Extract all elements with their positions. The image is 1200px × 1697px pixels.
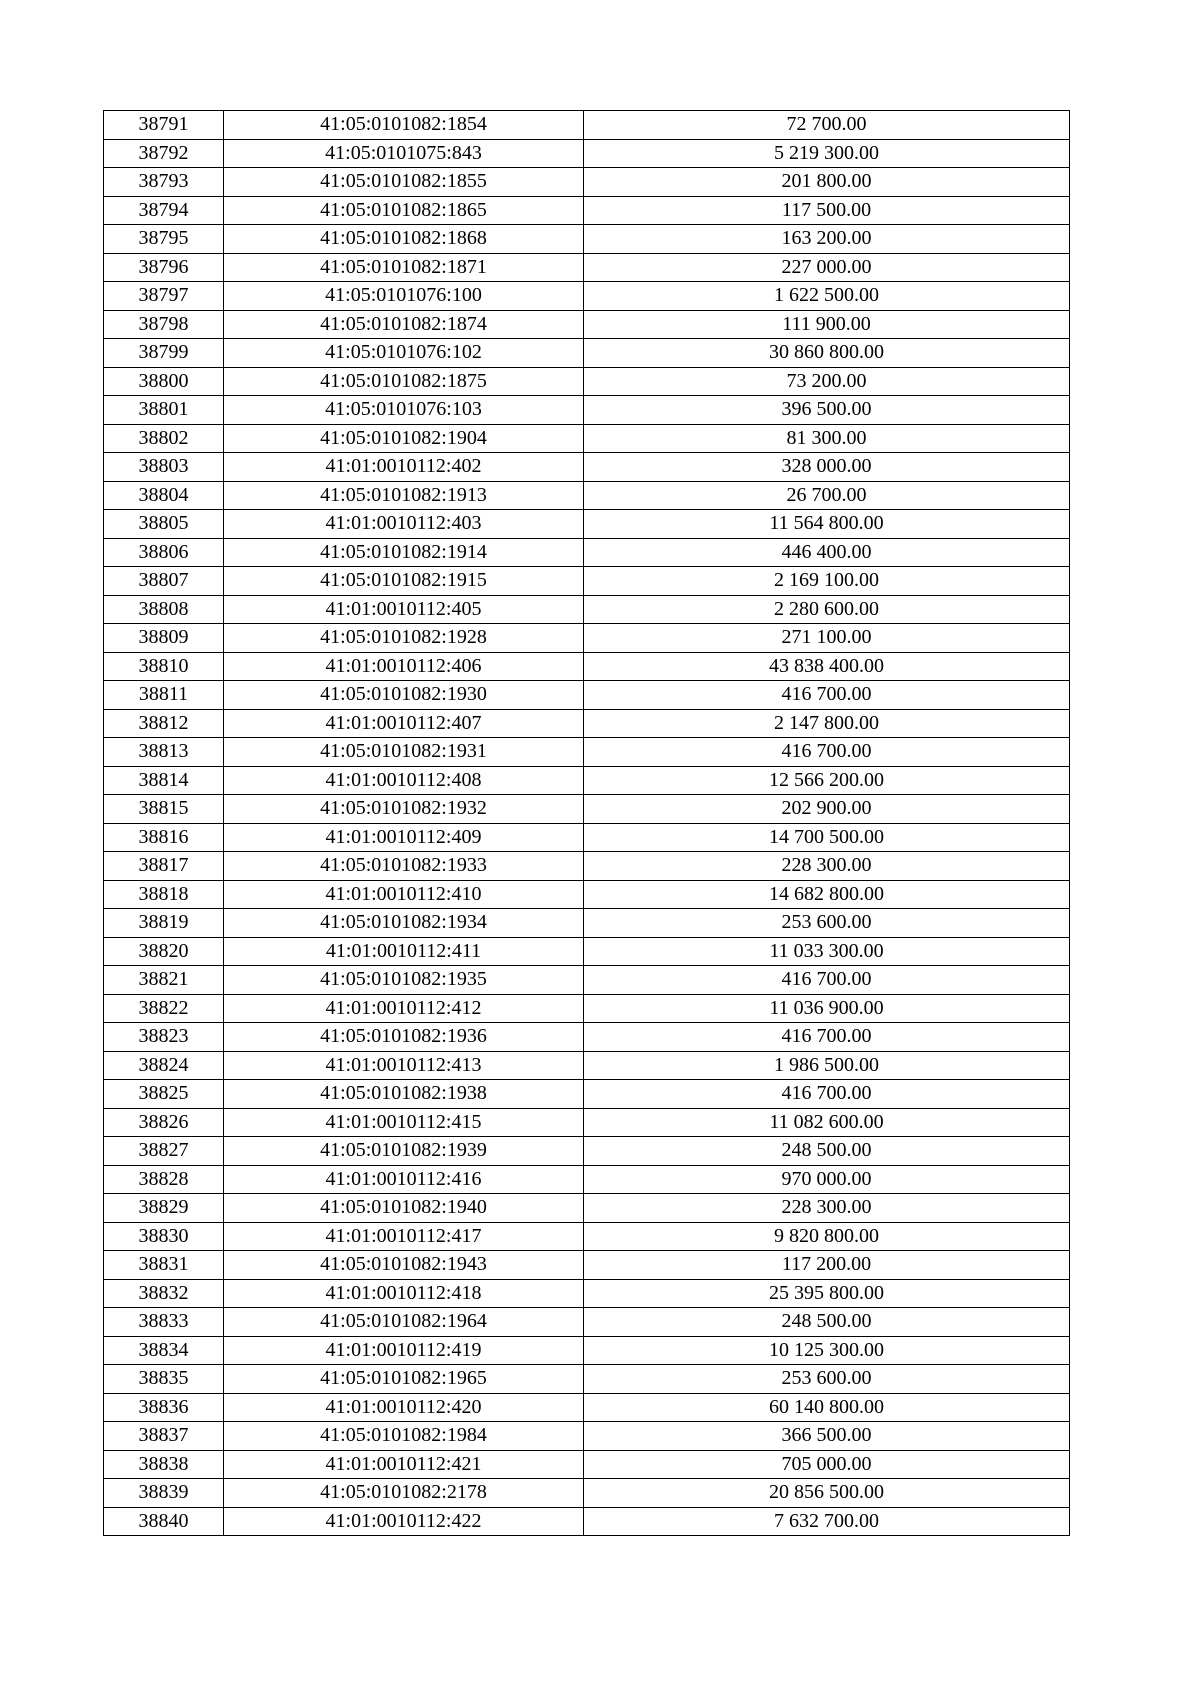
row-number-cell: 38793 <box>104 168 224 197</box>
cadastral-value-cell: 10 125 300.00 <box>584 1336 1070 1365</box>
row-number-cell: 38817 <box>104 852 224 881</box>
row-number-cell: 38834 <box>104 1336 224 1365</box>
row-number-cell: 38833 <box>104 1308 224 1337</box>
cadastral-number-cell: 41:01:0010112:405 <box>224 595 584 624</box>
cadastral-number-cell: 41:05:0101082:1933 <box>224 852 584 881</box>
cadastral-number-cell: 41:05:0101082:2178 <box>224 1479 584 1508</box>
table-body <box>104 111 1070 1536</box>
row-number-cell: 38827 <box>104 1137 224 1166</box>
cadastral-value-cell: 25 395 800.00 <box>584 1279 1070 1308</box>
table-row <box>104 880 1070 909</box>
cadastral-value-cell: 30 860 800.00 <box>584 339 1070 368</box>
cadastral-value-cell: 201 800.00 <box>584 168 1070 197</box>
cadastral-value-cell: 26 700.00 <box>584 481 1070 510</box>
cadastral-value-cell: 60 140 800.00 <box>584 1393 1070 1422</box>
cadastral-number-cell: 41:01:0010112:407 <box>224 709 584 738</box>
table-row <box>104 1393 1070 1422</box>
cadastral-value-cell: 81 300.00 <box>584 424 1070 453</box>
row-number-cell: 38829 <box>104 1194 224 1223</box>
table-row <box>104 253 1070 282</box>
cadastral-number-cell: 41:05:0101082:1934 <box>224 909 584 938</box>
cadastral-number-cell: 41:05:0101082:1871 <box>224 253 584 282</box>
cadastral-value-cell: 14 682 800.00 <box>584 880 1070 909</box>
row-number-cell: 38796 <box>104 253 224 282</box>
table-row <box>104 994 1070 1023</box>
table-row <box>104 1308 1070 1337</box>
cadastral-number-cell: 41:05:0101082:1913 <box>224 481 584 510</box>
cadastral-number-cell: 41:01:0010112:402 <box>224 453 584 482</box>
row-number-cell: 38810 <box>104 652 224 681</box>
row-number-cell: 38824 <box>104 1051 224 1080</box>
table-row <box>104 367 1070 396</box>
cadastral-number-cell: 41:05:0101082:1936 <box>224 1023 584 1052</box>
cadastral-number-cell: 41:05:0101082:1939 <box>224 1137 584 1166</box>
cadastral-value-cell: 11 036 900.00 <box>584 994 1070 1023</box>
row-number-cell: 38839 <box>104 1479 224 1508</box>
cadastral-number-cell: 41:01:0010112:419 <box>224 1336 584 1365</box>
table-row <box>104 1051 1070 1080</box>
cadastral-number-cell: 41:05:0101082:1965 <box>224 1365 584 1394</box>
cadastral-number-cell: 41:05:0101082:1874 <box>224 310 584 339</box>
table-row <box>104 424 1070 453</box>
row-number-cell: 38799 <box>104 339 224 368</box>
cadastral-number-cell: 41:01:0010112:418 <box>224 1279 584 1308</box>
row-number-cell: 38811 <box>104 681 224 710</box>
row-number-cell: 38838 <box>104 1450 224 1479</box>
cadastral-value-cell: 366 500.00 <box>584 1422 1070 1451</box>
table-row <box>104 1023 1070 1052</box>
cadastral-number-cell: 41:05:0101075:843 <box>224 139 584 168</box>
row-number-cell: 38800 <box>104 367 224 396</box>
cadastral-value-cell: 73 200.00 <box>584 367 1070 396</box>
cadastral-value-cell: 248 500.00 <box>584 1137 1070 1166</box>
cadastral-value-cell: 11 564 800.00 <box>584 510 1070 539</box>
cadastral-value-cell: 117 500.00 <box>584 196 1070 225</box>
table-row <box>104 909 1070 938</box>
table-row <box>104 681 1070 710</box>
cadastral-value-cell: 72 700.00 <box>584 111 1070 140</box>
table-row <box>104 1450 1070 1479</box>
row-number-cell: 38836 <box>104 1393 224 1422</box>
table-row <box>104 738 1070 767</box>
cadastral-value-cell: 9 820 800.00 <box>584 1222 1070 1251</box>
cadastral-number-cell: 41:05:0101082:1931 <box>224 738 584 767</box>
cadastral-number-cell: 41:05:0101082:1984 <box>224 1422 584 1451</box>
cadastral-value-cell: 253 600.00 <box>584 909 1070 938</box>
cadastral-value-cell: 117 200.00 <box>584 1251 1070 1280</box>
cadastral-value-cell: 1 986 500.00 <box>584 1051 1070 1080</box>
table-row <box>104 1222 1070 1251</box>
cadastral-value-cell: 163 200.00 <box>584 225 1070 254</box>
document-page <box>103 110 1069 1536</box>
row-number-cell: 38816 <box>104 823 224 852</box>
cadastral-value-cell: 416 700.00 <box>584 1080 1070 1109</box>
row-number-cell: 38813 <box>104 738 224 767</box>
row-number-cell: 38825 <box>104 1080 224 1109</box>
cadastral-number-cell: 41:05:0101082:1914 <box>224 538 584 567</box>
cadastral-value-cell: 416 700.00 <box>584 1023 1070 1052</box>
row-number-cell: 38835 <box>104 1365 224 1394</box>
row-number-cell: 38840 <box>104 1507 224 1536</box>
cadastral-value-cell: 248 500.00 <box>584 1308 1070 1337</box>
cadastral-number-cell: 41:05:0101082:1935 <box>224 966 584 995</box>
cadastral-number-cell: 41:01:0010112:410 <box>224 880 584 909</box>
cadastral-value-cell: 253 600.00 <box>584 1365 1070 1394</box>
cadastral-number-cell: 41:01:0010112:417 <box>224 1222 584 1251</box>
cadastral-value-cell: 14 700 500.00 <box>584 823 1070 852</box>
table-row <box>104 1507 1070 1536</box>
cadastral-value-cell: 416 700.00 <box>584 681 1070 710</box>
cadastral-value-cell: 43 838 400.00 <box>584 652 1070 681</box>
cadastral-number-cell: 41:05:0101082:1915 <box>224 567 584 596</box>
table-row <box>104 111 1070 140</box>
table-row <box>104 1108 1070 1137</box>
table-row <box>104 937 1070 966</box>
table-row <box>104 595 1070 624</box>
cadastral-value-cell: 11 033 300.00 <box>584 937 1070 966</box>
table-row <box>104 538 1070 567</box>
cadastral-number-cell: 41:01:0010112:408 <box>224 766 584 795</box>
table-row <box>104 766 1070 795</box>
cadastral-number-cell: 41:01:0010112:413 <box>224 1051 584 1080</box>
cadastral-number-cell: 41:05:0101082:1938 <box>224 1080 584 1109</box>
table-row <box>104 966 1070 995</box>
table-row <box>104 1365 1070 1394</box>
cadastral-number-cell: 41:05:0101076:102 <box>224 339 584 368</box>
table-row <box>104 1479 1070 1508</box>
row-number-cell: 38820 <box>104 937 224 966</box>
table-row <box>104 1336 1070 1365</box>
table-row <box>104 1251 1070 1280</box>
table-row <box>104 225 1070 254</box>
cadastral-number-cell: 41:05:0101082:1868 <box>224 225 584 254</box>
table-row <box>104 196 1070 225</box>
cadastral-number-cell: 41:01:0010112:421 <box>224 1450 584 1479</box>
cadastral-value-cell: 227 000.00 <box>584 253 1070 282</box>
cadastral-value-cell: 271 100.00 <box>584 624 1070 653</box>
cadastral-value-cell: 11 082 600.00 <box>584 1108 1070 1137</box>
table-row <box>104 823 1070 852</box>
row-number-cell: 38814 <box>104 766 224 795</box>
cadastral-number-cell: 41:05:0101082:1928 <box>224 624 584 653</box>
table-row <box>104 396 1070 425</box>
row-number-cell: 38823 <box>104 1023 224 1052</box>
cadastral-value-cell: 705 000.00 <box>584 1450 1070 1479</box>
row-number-cell: 38806 <box>104 538 224 567</box>
cadastral-number-cell: 41:01:0010112:420 <box>224 1393 584 1422</box>
table-row <box>104 282 1070 311</box>
row-number-cell: 38832 <box>104 1279 224 1308</box>
cadastral-value-cell: 12 566 200.00 <box>584 766 1070 795</box>
cadastral-number-cell: 41:01:0010112:412 <box>224 994 584 1023</box>
cadastral-number-cell: 41:05:0101082:1940 <box>224 1194 584 1223</box>
cadastral-value-cell: 7 632 700.00 <box>584 1507 1070 1536</box>
row-number-cell: 38798 <box>104 310 224 339</box>
cadastral-number-cell: 41:05:0101076:100 <box>224 282 584 311</box>
row-number-cell: 38804 <box>104 481 224 510</box>
row-number-cell: 38792 <box>104 139 224 168</box>
row-number-cell: 38837 <box>104 1422 224 1451</box>
row-number-cell: 38818 <box>104 880 224 909</box>
cadastral-number-cell: 41:01:0010112:416 <box>224 1165 584 1194</box>
table-row <box>104 139 1070 168</box>
cadastral-value-cell: 328 000.00 <box>584 453 1070 482</box>
row-number-cell: 38830 <box>104 1222 224 1251</box>
cadastral-value-cell: 1 622 500.00 <box>584 282 1070 311</box>
row-number-cell: 38819 <box>104 909 224 938</box>
table-row <box>104 652 1070 681</box>
row-number-cell: 38809 <box>104 624 224 653</box>
cadastral-value-cell: 970 000.00 <box>584 1165 1070 1194</box>
row-number-cell: 38822 <box>104 994 224 1023</box>
cadastral-number-cell: 41:05:0101082:1904 <box>224 424 584 453</box>
row-number-cell: 38803 <box>104 453 224 482</box>
row-number-cell: 38801 <box>104 396 224 425</box>
row-number-cell: 38802 <box>104 424 224 453</box>
row-number-cell: 38808 <box>104 595 224 624</box>
row-number-cell: 38815 <box>104 795 224 824</box>
cadastral-value-cell: 5 219 300.00 <box>584 139 1070 168</box>
cadastral-value-cell: 396 500.00 <box>584 396 1070 425</box>
table-row <box>104 567 1070 596</box>
cadastral-number-cell: 41:01:0010112:409 <box>224 823 584 852</box>
cadastral-number-cell: 41:01:0010112:415 <box>224 1108 584 1137</box>
table-row <box>104 1165 1070 1194</box>
cadastral-value-table <box>103 110 1070 1536</box>
cadastral-number-cell: 41:01:0010112:411 <box>224 937 584 966</box>
table-row <box>104 1422 1070 1451</box>
cadastral-number-cell: 41:05:0101082:1875 <box>224 367 584 396</box>
table-row <box>104 510 1070 539</box>
cadastral-value-cell: 20 856 500.00 <box>584 1479 1070 1508</box>
cadastral-number-cell: 41:01:0010112:422 <box>224 1507 584 1536</box>
row-number-cell: 38791 <box>104 111 224 140</box>
table-row <box>104 624 1070 653</box>
row-number-cell: 38831 <box>104 1251 224 1280</box>
cadastral-value-cell: 2 147 800.00 <box>584 709 1070 738</box>
table-row <box>104 481 1070 510</box>
cadastral-number-cell: 41:01:0010112:403 <box>224 510 584 539</box>
table-row <box>104 1194 1070 1223</box>
row-number-cell: 38805 <box>104 510 224 539</box>
cadastral-number-cell: 41:05:0101082:1855 <box>224 168 584 197</box>
table-row <box>104 852 1070 881</box>
row-number-cell: 38807 <box>104 567 224 596</box>
table-row <box>104 1137 1070 1166</box>
cadastral-number-cell: 41:05:0101076:103 <box>224 396 584 425</box>
cadastral-value-cell: 416 700.00 <box>584 966 1070 995</box>
table-row <box>104 310 1070 339</box>
row-number-cell: 38828 <box>104 1165 224 1194</box>
cadastral-number-cell: 41:05:0101082:1930 <box>224 681 584 710</box>
cadastral-value-cell: 2 280 600.00 <box>584 595 1070 624</box>
cadastral-number-cell: 41:05:0101082:1964 <box>224 1308 584 1337</box>
cadastral-number-cell: 41:05:0101082:1865 <box>224 196 584 225</box>
cadastral-value-cell: 416 700.00 <box>584 738 1070 767</box>
row-number-cell: 38821 <box>104 966 224 995</box>
cadastral-value-cell: 2 169 100.00 <box>584 567 1070 596</box>
table-row <box>104 453 1070 482</box>
table-row <box>104 168 1070 197</box>
cadastral-value-cell: 202 900.00 <box>584 795 1070 824</box>
row-number-cell: 38797 <box>104 282 224 311</box>
cadastral-number-cell: 41:05:0101082:1932 <box>224 795 584 824</box>
cadastral-number-cell: 41:05:0101082:1854 <box>224 111 584 140</box>
row-number-cell: 38794 <box>104 196 224 225</box>
cadastral-value-cell: 446 400.00 <box>584 538 1070 567</box>
row-number-cell: 38812 <box>104 709 224 738</box>
cadastral-number-cell: 41:05:0101082:1943 <box>224 1251 584 1280</box>
table-row <box>104 795 1070 824</box>
cadastral-value-cell: 111 900.00 <box>584 310 1070 339</box>
row-number-cell: 38826 <box>104 1108 224 1137</box>
table-row <box>104 1279 1070 1308</box>
table-row <box>104 339 1070 368</box>
row-number-cell: 38795 <box>104 225 224 254</box>
cadastral-number-cell: 41:01:0010112:406 <box>224 652 584 681</box>
cadastral-value-cell: 228 300.00 <box>584 852 1070 881</box>
cadastral-value-cell: 228 300.00 <box>584 1194 1070 1223</box>
table-row <box>104 709 1070 738</box>
table-row <box>104 1080 1070 1109</box>
